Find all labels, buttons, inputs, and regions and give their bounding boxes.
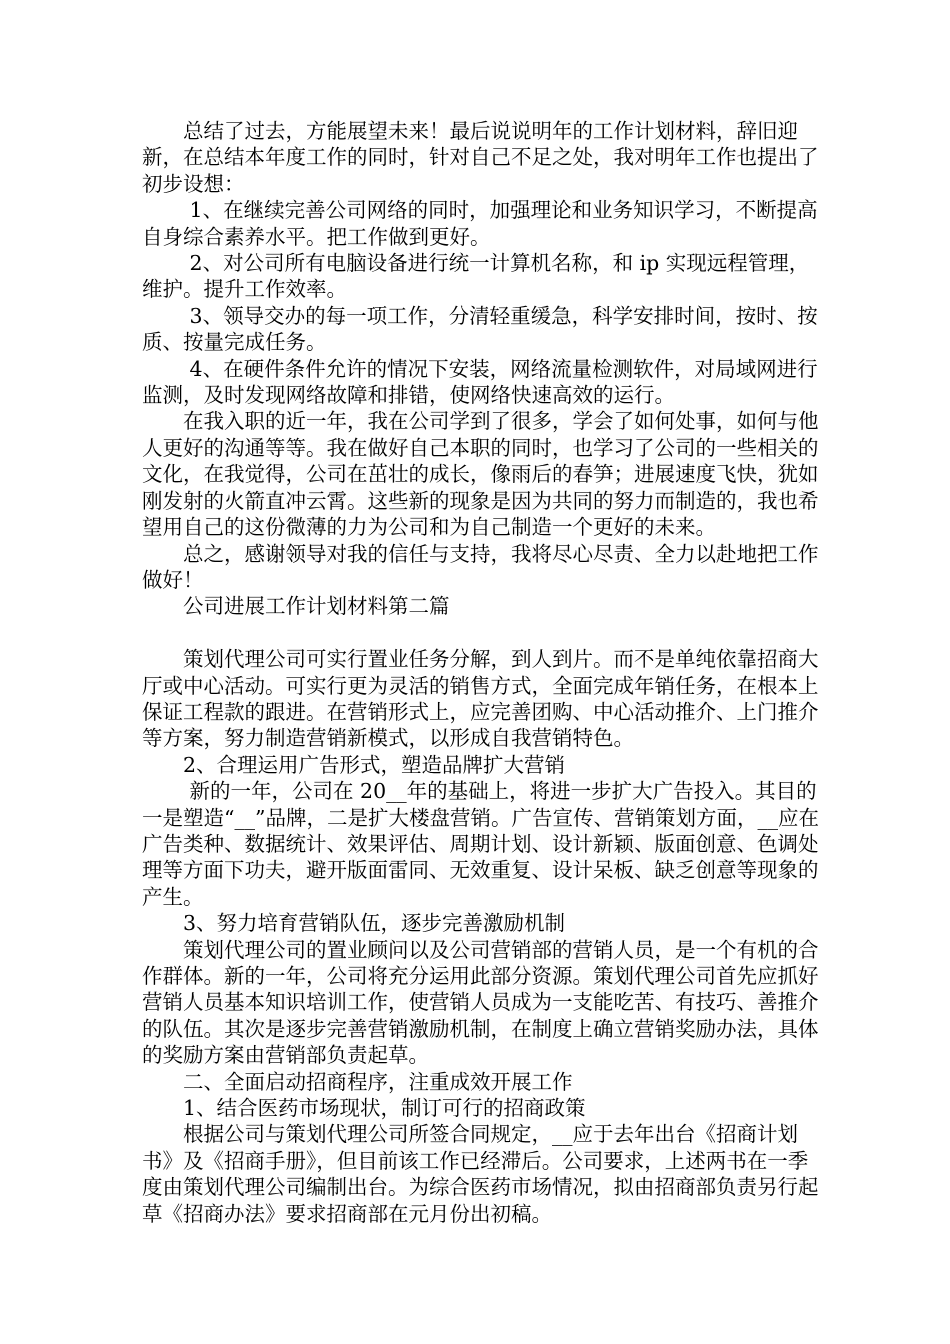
paragraph-plan-item-4: 4、在硬件条件允许的情况下安装，网络流量检测软件，对局域网进行监测，及时发现网络故障和排错，使网络快速高效的运行。 bbox=[142, 356, 818, 408]
paragraph-sales-team: 策划代理公司的置业顾问以及公司营销部的营销人员，是一个有机的合作群体。新的一年，公司将充分运用此部分资源。策划代理公司首先应抓好营销人员基本知识培训工作，使营销人员成为一支能吃苦、有技巧、善推介的队伍。其次是逐步完善营销激励机制，在制度上确立营销奖励办法，具体的奖励方案由营销部负责起草。 bbox=[142, 937, 819, 1068]
heading-investment-program: 二、全面启动招商程序，注重成效开展工作 bbox=[183, 1069, 573, 1094]
blank-line bbox=[142, 620, 822, 646]
paragraph-reflection: 在我入职的近一年，我在公司学到了很多，学会了如何处事，如何与他人更好的沟通等等。我在做好自己本职的同时，也学习了公司的一些相关的文化，在我觉得，公司在茁壮的成长，像雨后的春笋；进展速度飞快，犹如刚发射的火箭直冲云霄。这些新的现象是因为共同的努力而制造的，我也希望用自己的这份微薄的力为公司和为自己制造一个更好的未来。 bbox=[142, 409, 819, 540]
paragraph-sales-task: 策划代理公司可实行置业任务分解，到人到片。而不是单纯依靠招商大厅或中心活动。可实行更为灵活的销售方式，全面完成年销任务，在根本上保证工程款的跟进。在营销形式上，应完善团购、中心活动推介、上门推介等方案，努力制造营销新模式，以形成自我营销特色。 bbox=[142, 647, 819, 751]
paragraph-summary-intro: 总结了过去，方能展望未来！最后说说明年的工作计划材料，辞旧迎新，在总结本年度工作的同时，针对自己不足之处，我对明年工作也提出了初步设想： bbox=[142, 119, 819, 196]
paragraph-plan-item-1: 1、在继续完善公司网络的同时，加强理论和业务知识学习，不断提高自身综合素养水平。把工作做到更好。 bbox=[142, 198, 818, 249]
paragraph-advertising: 新的一年，公司在 20__年的基础上，将进一步扩大广告投入。其目的一是塑造“__”品牌，二是扩大楼盘营销。广告宣传、营销策划方面，__应在广告类种、数据统计、效果评估、周期计划、设计新颖、版面创意、色调处理等方面下功夫，避开版面雷同、无效重复、设计呆板、缺乏创意等现象的产生。 bbox=[142, 779, 819, 909]
paragraph-closing: 总之，感谢领导对我的信任与支持，我将尽心尽责、全力以赴地把工作做好！ bbox=[142, 541, 819, 592]
heading-investment-policy: 1、结合医药市场现状，制订可行的招商政策 bbox=[183, 1096, 586, 1121]
section-heading-second-article: 公司进展工作计划材料第二篇 bbox=[183, 594, 450, 619]
paragraph-plan-item-2: 2、对公司所有电脑设备进行统一计算机名称，和 ip 实现远程管理，维护。提升工作效率。 bbox=[142, 251, 810, 302]
paragraph-plan-item-3: 3、领导交办的每一项工作，分清轻重缓急，科学安排时间，按时、按质、按量完成任务。 bbox=[142, 303, 818, 355]
document-page bbox=[142, 118, 822, 1227]
heading-advertising: 2、合理运用广告形式，塑造品牌扩大营销 bbox=[183, 752, 566, 777]
heading-sales-team: 3、努力培育营销队伍，逐步完善激励机制 bbox=[183, 911, 566, 936]
paragraph-investment-policy: 根据公司与策划代理公司所签合同规定，__应于去年出台《招商计划书》及《招商手册》，但目前该工作已经滞后。公司要求，上述两书在一季度由策划代理公司编制出台。为综合医药市场情况，拟由招商部负责另行起草《招商办法》要求招商部在元月份出初稿。 bbox=[142, 1122, 819, 1226]
